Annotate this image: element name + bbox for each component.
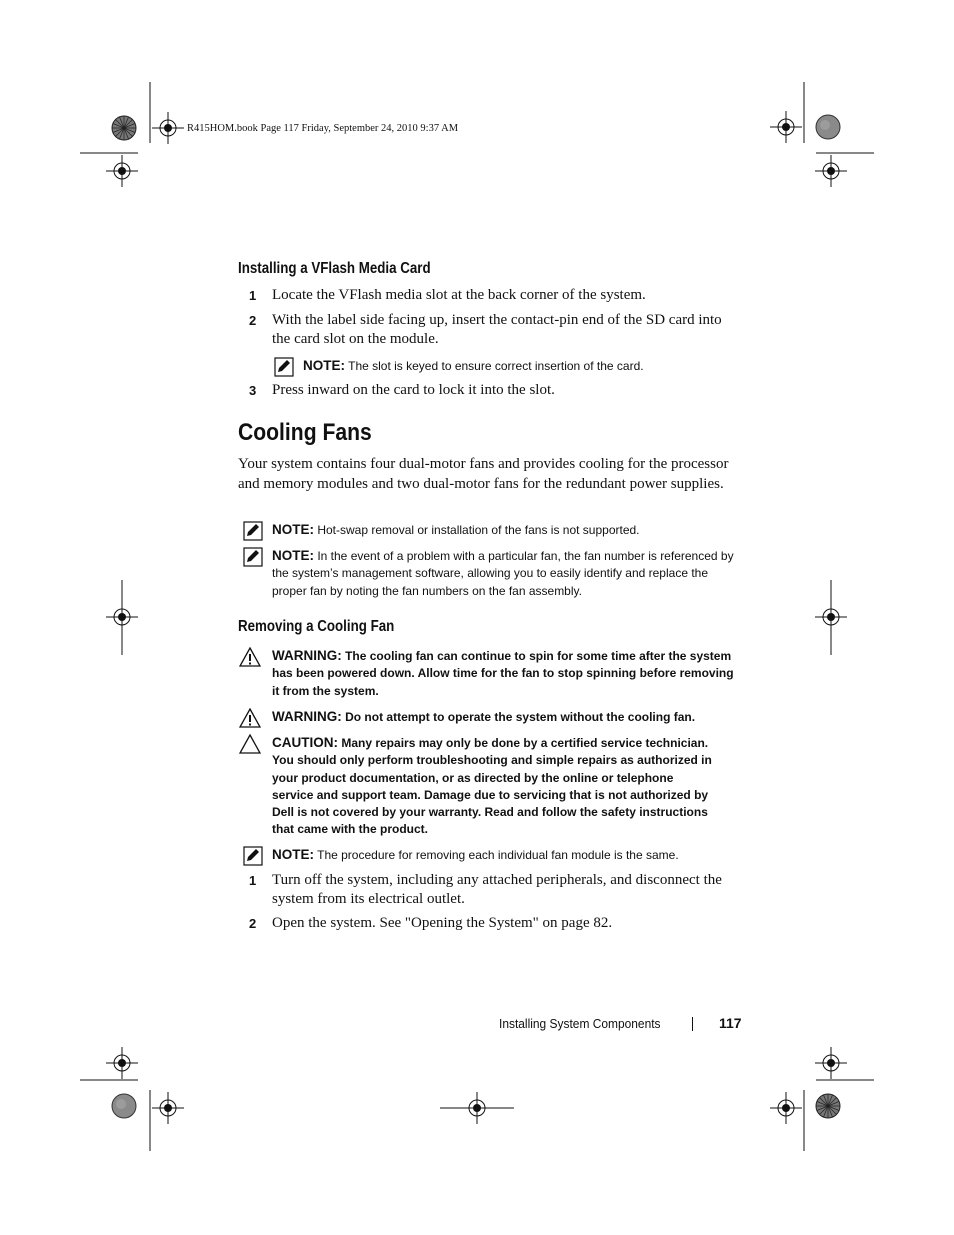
page-number: 117 bbox=[719, 1015, 742, 1031]
registration-mark-icon bbox=[815, 601, 847, 633]
warning-text: The cooling fan can continue to spin for some time after the system has been powered down. Allow time for the fan to stop spinning before removing it from the system. bbox=[272, 649, 734, 698]
warning-text: Do not attempt to operate the system without the cooling fan. bbox=[341, 710, 696, 724]
section-heading-removing: Removing a Cooling Fan bbox=[238, 618, 395, 635]
note-text: Hot-swap removal or installation of the fans is not supported. bbox=[314, 523, 640, 537]
pencil-note-icon bbox=[274, 357, 294, 377]
color-wheel-icon bbox=[112, 1094, 136, 1118]
footer-divider bbox=[692, 1017, 693, 1031]
registration-mark-icon bbox=[815, 155, 847, 187]
intro-paragraph: Your system contains four dual-motor fans and provides cooling for the processor and memory modules and two dual-motor fans for the redundant power supplies. bbox=[238, 456, 729, 492]
step-number: 1 bbox=[249, 873, 257, 888]
note-text: The slot is keyed to ensure correct insertion of the card. bbox=[345, 359, 644, 373]
caution-label: CAUTION: bbox=[272, 735, 338, 750]
note-text: The procedure for removing each individual fan module is the same. bbox=[314, 848, 679, 862]
note-label: NOTE: bbox=[272, 522, 314, 537]
step-number: 3 bbox=[249, 383, 257, 398]
page-title: Cooling Fans bbox=[238, 419, 372, 446]
warning-triangle-icon bbox=[239, 708, 261, 728]
slug-line: R415HOM.book Page 117 Friday, September 24, 2010 9:37 AM bbox=[187, 123, 459, 134]
step-text: Open the system. See "Opening the System" on page 82. bbox=[272, 915, 613, 931]
footer-section-title: Installing System Components bbox=[499, 1016, 661, 1031]
warning-label: WARNING: bbox=[272, 648, 342, 663]
pencil-note-icon bbox=[243, 521, 263, 541]
warning-triangle-icon bbox=[239, 647, 261, 667]
registration-mark-icon bbox=[152, 112, 184, 144]
registration-mark-icon bbox=[106, 601, 138, 633]
note-text: In the event of a problem with a particular fan, the fan number is referenced by the system’s management software, allowing you to easily identify and replace the proper fan by noting the fan numbers on the fan assembly. bbox=[272, 549, 734, 598]
pencil-note-icon bbox=[243, 547, 263, 567]
step-text: With the label side facing up, insert the contact-pin end of the SD card into the card slot on the module. bbox=[272, 312, 722, 347]
pencil-note-icon bbox=[243, 846, 263, 866]
registration-mark-icon bbox=[106, 155, 138, 187]
color-wheel-icon bbox=[112, 116, 136, 140]
step-number: 1 bbox=[249, 288, 257, 303]
step-text: Press inward on the card to lock it into the slot. bbox=[272, 382, 555, 398]
registration-mark-icon bbox=[770, 111, 802, 143]
note-label: NOTE: bbox=[272, 548, 314, 563]
caution-triangle-icon bbox=[239, 734, 261, 754]
registration-mark-icon bbox=[106, 1047, 138, 1079]
color-wheel-icon bbox=[816, 1094, 840, 1118]
caution-text: Many repairs may only be done by a certified service technician. You should only perform troubleshooting and simple repairs as authorized in your product documentation, or as directed by the online or telephone service and support team. Damage due to servicing that is not authorized by Dell is not covered by your warranty. Read and follow the safety instructions that came with the product. bbox=[272, 736, 712, 837]
step-text: Locate the VFlash media slot at the back corner of the system. bbox=[272, 287, 646, 303]
note-label: NOTE: bbox=[272, 847, 314, 862]
step-number: 2 bbox=[249, 916, 257, 931]
registration-mark-icon bbox=[152, 1092, 184, 1124]
registration-mark-icon bbox=[770, 1092, 802, 1124]
color-wheel-icon bbox=[816, 115, 840, 139]
step-number: 2 bbox=[249, 313, 257, 328]
warning-label: WARNING: bbox=[272, 709, 342, 724]
registration-mark-icon bbox=[815, 1047, 847, 1079]
section-heading-vflash: Installing a VFlash Media Card bbox=[238, 260, 431, 277]
note-label: NOTE: bbox=[303, 358, 345, 373]
step-text: Turn off the system, including any attached peripherals, and disconnect the system from its electrical outlet. bbox=[272, 872, 722, 907]
